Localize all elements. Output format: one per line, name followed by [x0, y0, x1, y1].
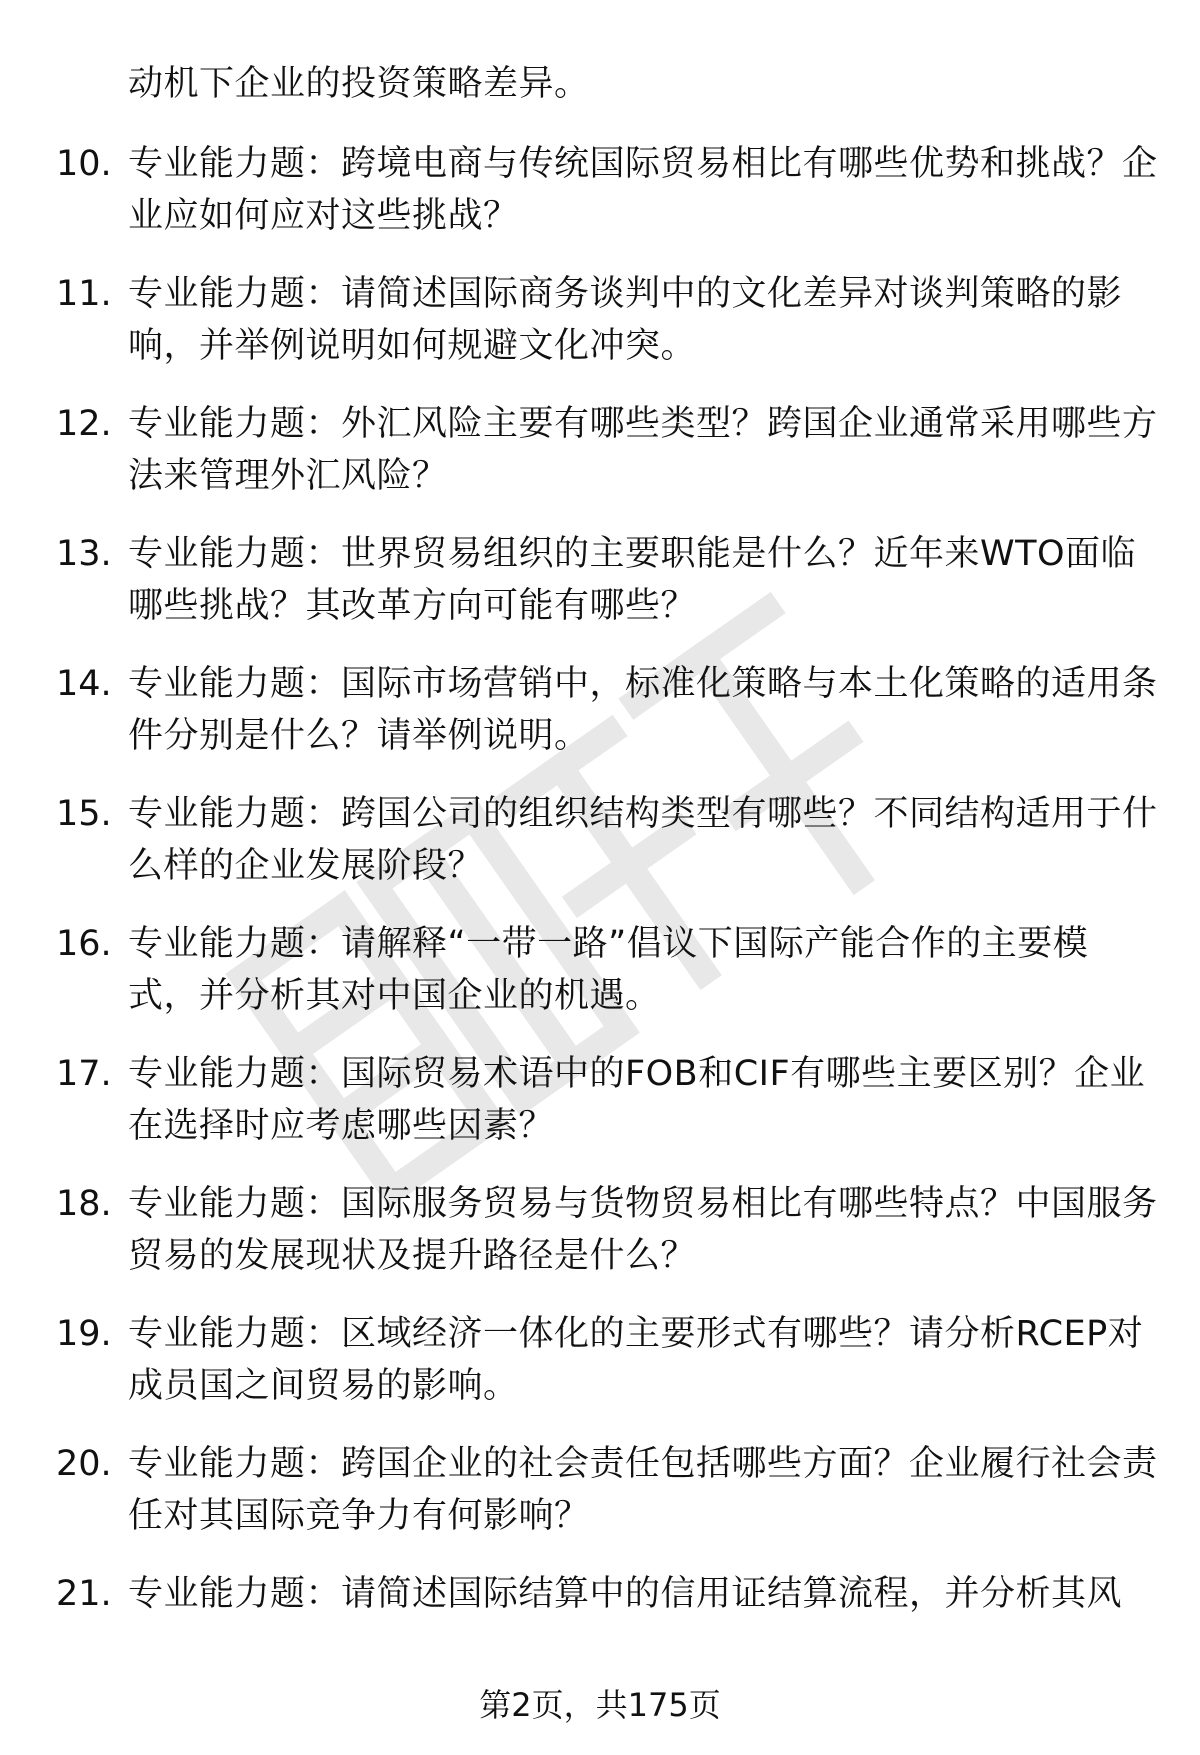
list-item — [0, 398, 1200, 528]
question-number: 11. — [56, 274, 112, 314]
continuation-text: 动机下企业的投资策略差异。 — [128, 64, 590, 104]
list-item — [0, 1178, 1200, 1308]
question-text: 专业能力题：外汇风险主要有哪些类型？跨国企业通常采用哪些方法来管理外汇风险？ — [128, 404, 1158, 496]
question-list — [0, 138, 1200, 1698]
question-number: 15. — [56, 794, 112, 834]
question-text: 专业能力题：请解释“一带一路”倡议下国际产能合作的主要模式，并分析其对中国企业的机遇。 — [128, 924, 1089, 1016]
list-item — [0, 138, 1200, 268]
question-text: 专业能力题：国际贸易术语中的FOB和CIF有哪些主要区别？企业在选择时应考虑哪些因素？ — [128, 1054, 1146, 1146]
question-number: 14. — [56, 664, 112, 704]
question-number: 21. — [56, 1574, 112, 1614]
list-item — [0, 1308, 1200, 1438]
list-item — [0, 788, 1200, 918]
question-text: 专业能力题：世界贸易组织的主要职能是什么？近年来WTO面临哪些挑战？其改革方向可能有哪些？ — [128, 534, 1137, 626]
question-text: 专业能力题：请简述国际结算中的信用证结算流程，并分析其风 — [128, 1574, 1123, 1614]
question-text: 专业能力题：区域经济一体化的主要形式有哪些？请分析RCEP对成员国之间贸易的影响。 — [128, 1314, 1144, 1406]
list-item — [0, 918, 1200, 1048]
question-text: 专业能力题：跨国企业的社会责任包括哪些方面？企业履行社会责任对其国际竞争力有何影响？ — [128, 1444, 1158, 1536]
question-number: 10. — [56, 144, 112, 184]
list-item — [0, 1048, 1200, 1178]
list-item — [0, 268, 1200, 398]
question-number: 17. — [56, 1054, 112, 1094]
page-footer: 第2页，共175页 — [479, 1686, 721, 1724]
question-text: 专业能力题：跨国公司的组织结构类型有哪些？不同结构适用于什么样的企业发展阶段？ — [128, 794, 1158, 886]
question-number: 16. — [56, 924, 112, 964]
question-text: 专业能力题：请简述国际商务谈判中的文化差异对谈判策略的影响，并举例说明如何规避文化冲突。 — [128, 274, 1123, 366]
question-text: 专业能力题：国际服务贸易与货物贸易相比有哪些特点？中国服务贸易的发展现状及提升路径是什么？ — [128, 1184, 1158, 1276]
question-number: 13. — [56, 534, 112, 574]
question-number: 19. — [56, 1314, 112, 1354]
question-number: 20. — [56, 1444, 112, 1484]
question-text: 专业能力题：跨境电商与传统国际贸易相比有哪些优势和挑战？企业应如何应对这些挑战？ — [128, 144, 1158, 236]
list-item — [0, 1438, 1200, 1568]
question-number: 18. — [56, 1184, 112, 1224]
question-text: 专业能力题：国际市场营销中，标准化策略与本土化策略的适用条件分别是什么？请举例说明。 — [128, 664, 1158, 756]
question-number: 12. — [56, 404, 112, 444]
list-item — [0, 658, 1200, 788]
list-item — [0, 528, 1200, 658]
list-item — [0, 1568, 1200, 1698]
